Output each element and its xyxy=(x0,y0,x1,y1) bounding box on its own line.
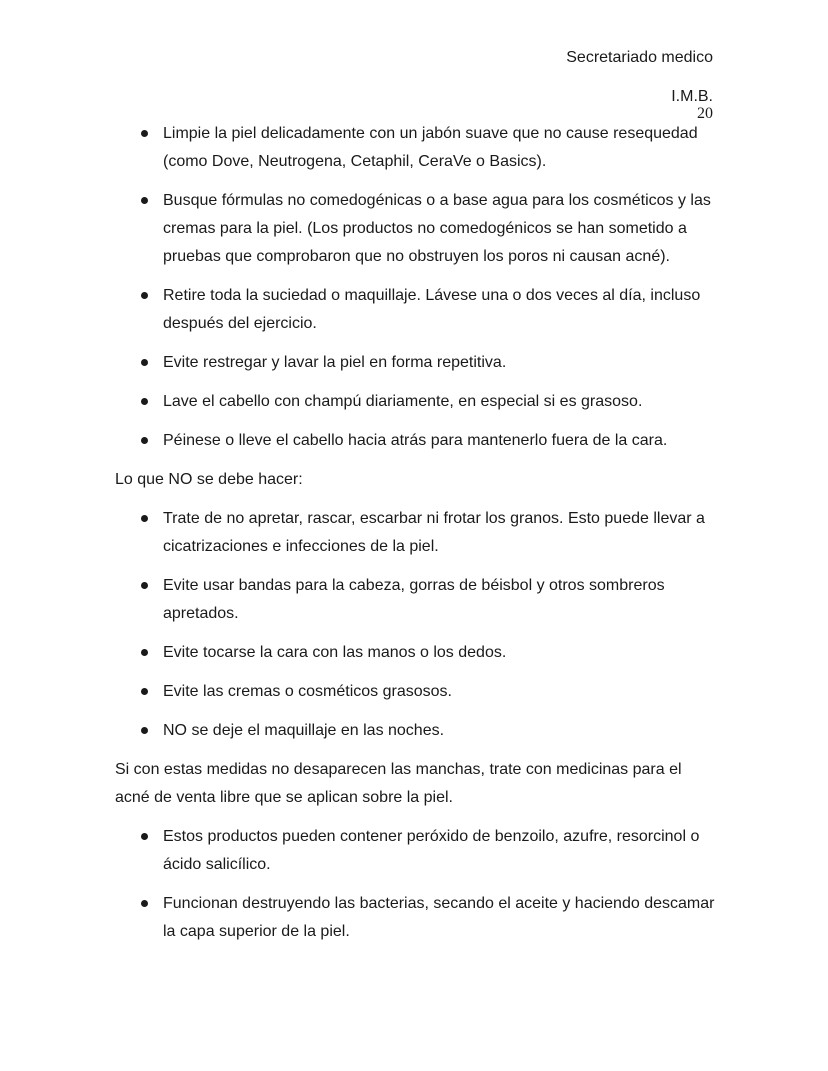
list-item-text: NO se deje el maquillaje en las noches. xyxy=(163,722,445,739)
bullet-icon xyxy=(141,197,148,204)
list-item-text: Busque fórmulas no comedogénicas o a base agua para los cosméticos y las cremas para la piel. (Los productos no comedogénicos se han sometido a pruebas que comprobaron que no obstruyen los poros ni causan acné). xyxy=(163,192,711,265)
bullet-icon xyxy=(141,688,148,695)
bullet-icon xyxy=(141,649,148,656)
list-item-text: Evite restregar y lavar la piel en forma repetitiva. xyxy=(163,354,507,371)
bullet-icon xyxy=(141,582,148,589)
list-item-text: Lave el cabello con champú diariamente, en especial si es grasoso. xyxy=(163,393,643,410)
bullet-icon xyxy=(141,515,148,522)
document-body xyxy=(115,120,720,957)
list-item xyxy=(115,505,720,561)
list-item xyxy=(115,187,720,271)
list-item xyxy=(115,890,720,946)
medicines-list xyxy=(115,823,720,946)
header-title: Secretariado medico xyxy=(566,49,713,66)
bullet-icon xyxy=(141,359,148,366)
bullet-icon xyxy=(141,727,148,734)
list-item-text: Evite tocarse la cara con las manos o los dedos. xyxy=(163,644,507,661)
list-item xyxy=(115,639,720,667)
paragraph-otc-medicines: Si con estas medidas no desaparecen las manchas, trate con medicinas para el acné de venta libre que se aplican sobre la piel. xyxy=(115,761,682,806)
header-abbreviation: I.M.B. xyxy=(671,88,713,105)
bullet-icon xyxy=(141,437,148,444)
bullet-icon xyxy=(141,292,148,299)
recommendations-list xyxy=(115,120,720,455)
list-item xyxy=(115,120,720,176)
list-item-text: Funcionan destruyendo las bacterias, secando el aceite y haciendo descamar la capa superior de la piel. xyxy=(163,895,715,940)
section-heading-dont: Lo que NO se debe hacer: xyxy=(115,471,303,488)
list-item-text: Retire toda la suciedad o maquillaje. Lávese una o dos veces al día, incluso después del ejercicio. xyxy=(163,287,701,332)
list-item-text: Evite usar bandas para la cabeza, gorras de béisbol y otros sombreros apretados. xyxy=(163,577,665,622)
list-item xyxy=(115,823,720,879)
bullet-icon xyxy=(141,833,148,840)
list-item xyxy=(115,678,720,706)
bullet-icon xyxy=(141,130,148,137)
list-item-text: Estos productos pueden contener peróxido de benzoilo, azufre, resorcinol o ácido salicílico. xyxy=(163,828,700,873)
list-item-text: Evite las cremas o cosméticos grasosos. xyxy=(163,683,452,700)
list-item xyxy=(115,282,720,338)
page-number: 20 xyxy=(697,105,713,122)
list-item-text: Trate de no apretar, rascar, escarbar ni frotar los granos. Esto puede llevar a cicatrizaciones e infecciones de la piel. xyxy=(163,510,705,555)
list-item xyxy=(115,388,720,416)
donts-list xyxy=(115,505,720,745)
list-item-text: Péinese o lleve el cabello hacia atrás para mantenerlo fuera de la cara. xyxy=(163,432,668,449)
list-item xyxy=(115,572,720,628)
list-item xyxy=(115,427,720,455)
bullet-icon xyxy=(141,900,148,907)
bullet-icon xyxy=(141,398,148,405)
list-item-text: Limpie la piel delicadamente con un jabón suave que no cause resequedad (como Dove, Neutrogena, Cetaphil, CeraVe o Basics). xyxy=(163,125,698,170)
list-item xyxy=(115,717,720,745)
list-item xyxy=(115,349,720,377)
